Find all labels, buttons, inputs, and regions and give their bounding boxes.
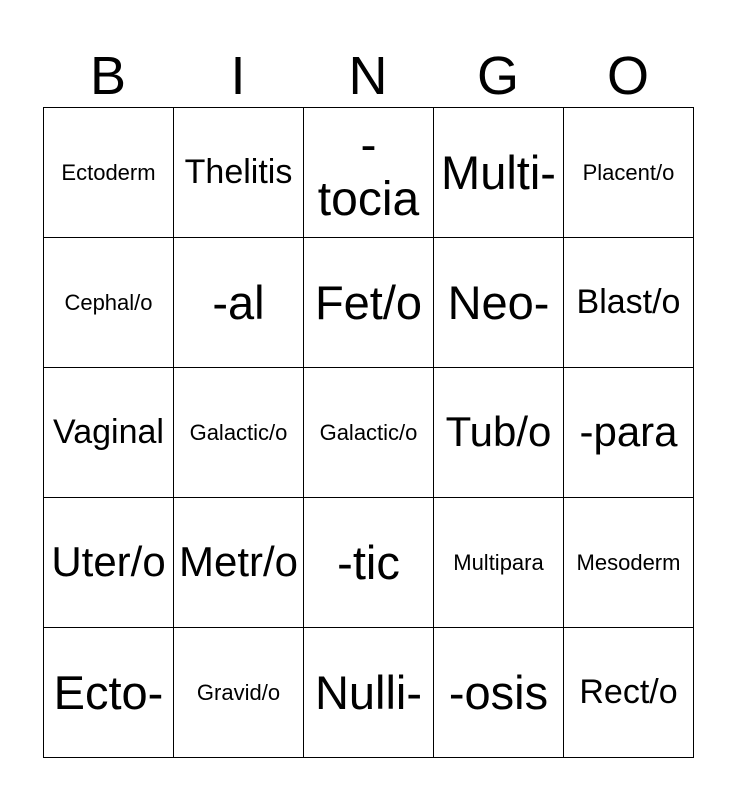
bingo-cell-r3-c3[interactable]: Galactic/o (304, 368, 434, 498)
header-letter-n: N (348, 46, 388, 106)
bingo-cell-r1-c1[interactable]: Ectoderm (44, 108, 174, 238)
bingo-cell-r4-c4[interactable]: Multipara (434, 498, 564, 628)
bingo-header (43, 44, 693, 108)
bingo-cell-r3-c5[interactable]: -para (564, 368, 694, 498)
bingo-cell-r3-c1[interactable]: Vaginal (44, 368, 174, 498)
bingo-cell-r2-c1[interactable]: Cephal/o (44, 238, 174, 368)
header-letter-o: O (606, 46, 649, 106)
bingo-cell-r1-c4[interactable]: Multi- (434, 108, 564, 238)
header-letter-g: G (476, 46, 519, 106)
bingo-cell-r2-c5[interactable]: Blast/o (564, 238, 694, 368)
bingo-cell-r1-c5[interactable]: Placent/o (564, 108, 694, 238)
bingo-cell-r5-c2[interactable]: Gravid/o (174, 628, 304, 758)
bingo-cell-r3-c2[interactable]: Galactic/o (174, 368, 304, 498)
header-letter-b: B (89, 46, 127, 106)
bingo-cell-r2-c2[interactable]: -al (174, 238, 304, 368)
header-letter-i: I (230, 46, 246, 106)
bingo-cell-r5-c4[interactable]: -osis (434, 628, 564, 758)
bingo-board (43, 107, 694, 758)
bingo-cell-r4-c5[interactable]: Mesoderm (564, 498, 694, 628)
bingo-cell-r2-c3[interactable]: Fet/o (304, 238, 434, 368)
bingo-cell-r5-c5[interactable]: Rect/o (564, 628, 694, 758)
bingo-cell-r5-c3[interactable]: Nulli- (304, 628, 434, 758)
bingo-cell-r1-c2[interactable]: Thelitis (174, 108, 304, 238)
bingo-cell-r1-c3[interactable]: - tocia (304, 108, 434, 238)
bingo-cell-r4-c2[interactable]: Metr/o (174, 498, 304, 628)
bingo-cell-r4-c3[interactable]: -tic (304, 498, 434, 628)
bingo-cell-r2-c4[interactable]: Neo- (434, 238, 564, 368)
bingo-cell-r3-c4[interactable]: Tub/o (434, 368, 564, 498)
bingo-cell-r5-c1[interactable]: Ecto- (44, 628, 174, 758)
bingo-cell-r4-c1[interactable]: Uter/o (44, 498, 174, 628)
